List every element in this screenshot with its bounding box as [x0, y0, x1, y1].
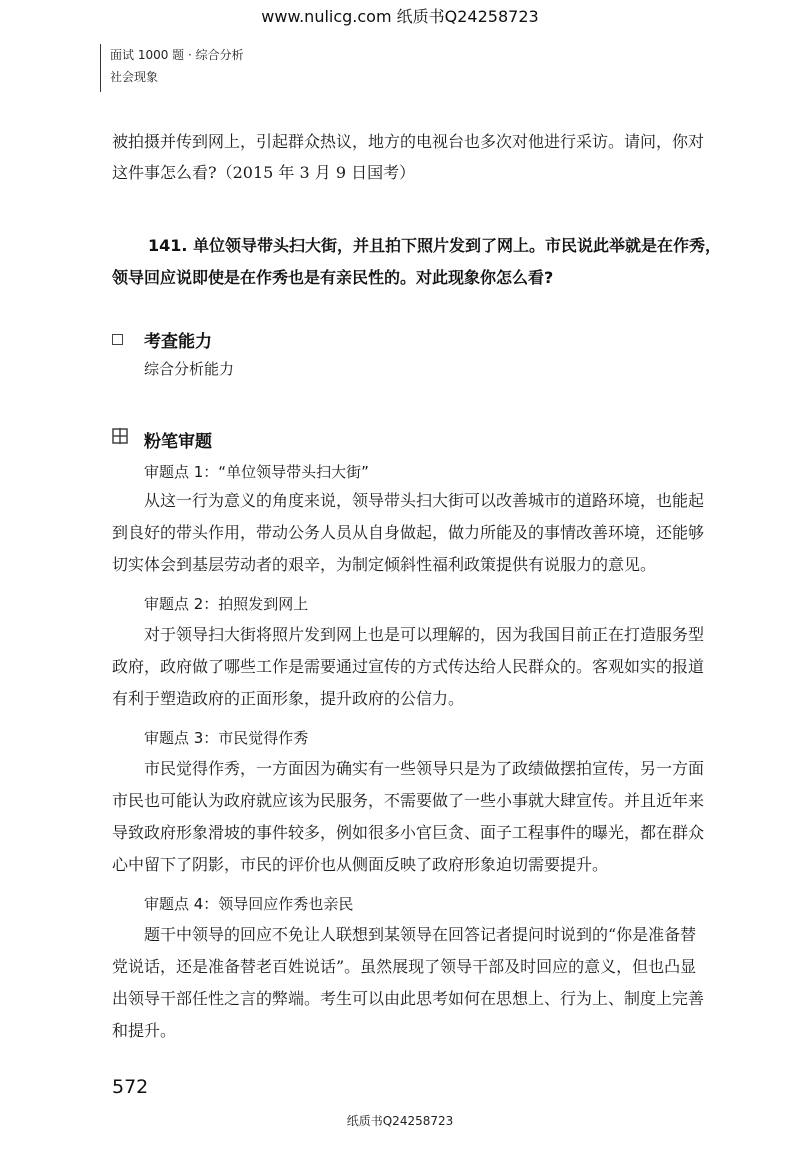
- ability-value: 综合分析能力: [144, 360, 235, 378]
- point-1-line-3: 切实体会到基层劳动者的艰辛，为制定倾斜性福利政策提供有说服力的意见。: [112, 555, 657, 574]
- point-1-line-2: 到良好的带头作用，带动公务人员从自身做起，做力所能及的事情改善环境，还能够: [112, 523, 705, 542]
- point-4-line-1: 题干中领导的回应不免让人联想到某领导在回答记者提问时说到的“你是准备替: [144, 925, 697, 944]
- square-bullet-icon: [112, 334, 123, 345]
- point-heading: 审题点 3：市民觉得作秀: [144, 729, 309, 747]
- point-1-line-1: 从这一行为意义的角度来说，领导带头扫大街可以改善城市的道路环境，也能起: [144, 491, 705, 510]
- question-line-1: 141. 单位领导带头扫大街，并且拍下照片发到了网上。市民说此举就是在作秀，: [148, 236, 722, 255]
- watermark-top: www.nulicg.com 纸质书Q24258723: [261, 7, 539, 26]
- point-4-line-4: 和提升。: [112, 1021, 177, 1040]
- header-divider: [100, 44, 101, 92]
- point-3-line-1: 市民觉得作秀，一方面因为确实有一些领导只是为了政绩做摆拍宣传，另一方面: [144, 759, 705, 778]
- question-line-2: 领导回应说即使是在作秀也是有亲民性的。对此现象你怎么看?: [112, 268, 554, 287]
- running-header-subtitle: 社会现象: [110, 70, 159, 84]
- point-heading: 审题点 1：“单位领导带头扫大街”: [144, 463, 369, 481]
- point-4-line-3: 出领导干部任性之言的弊端。考生可以由此思考如何在思想上、行为上、制度上完善: [112, 989, 705, 1008]
- point-heading: 审题点 4：领导回应作秀也亲民: [144, 895, 354, 913]
- analysis-title: 粉笔审题: [144, 432, 212, 452]
- point-3-line-3: 导致政府形象滑坡的事件较多，例如很多小官巨贪、面子工程事件的曝光，都在群众: [112, 823, 705, 842]
- intro-line-1: 被拍摄并传到网上，引起群众热议，地方的电视台也多次对他进行采访。请问，你对: [112, 132, 705, 151]
- point-2-line-1: 对于领导扫大街将照片发到网上也是可以理解的，因为我国目前正在打造服务型: [144, 625, 705, 644]
- running-header-title: 面试 1000 题 · 综合分析: [110, 48, 244, 62]
- point-3-line-2: 市民也可能认为政府就应该为民服务，不需要做了一些小事就大肆宣传。并且近年来: [112, 791, 705, 810]
- point-heading: 审题点 2：拍照发到网上: [144, 595, 309, 613]
- page-number: 572: [112, 1076, 149, 1098]
- intro-line-2: 这件事怎么看?（2015 年 3 月 9 日国考）: [112, 163, 416, 182]
- ability-title: 考查能力: [144, 332, 212, 352]
- point-2-line-3: 有利于塑造政府的正面形象，提升政府的公信力。: [112, 689, 465, 708]
- point-4-line-2: 党说话，还是准备替老百姓说话”。虽然展现了领导干部及时回应的意义，但也凸显: [112, 957, 697, 976]
- point-3-line-4: 心中留下了阴影，市民的评价也从侧面反映了政府形象迫切需要提升。: [112, 855, 609, 874]
- watermark-bottom: 纸质书Q24258723: [346, 1114, 454, 1128]
- split-square-bullet-icon: [112, 428, 128, 444]
- point-2-line-2: 政府，政府做了哪些工作是需要通过宣传的方式传达给人民群众的。客观如实的报道: [112, 657, 705, 676]
